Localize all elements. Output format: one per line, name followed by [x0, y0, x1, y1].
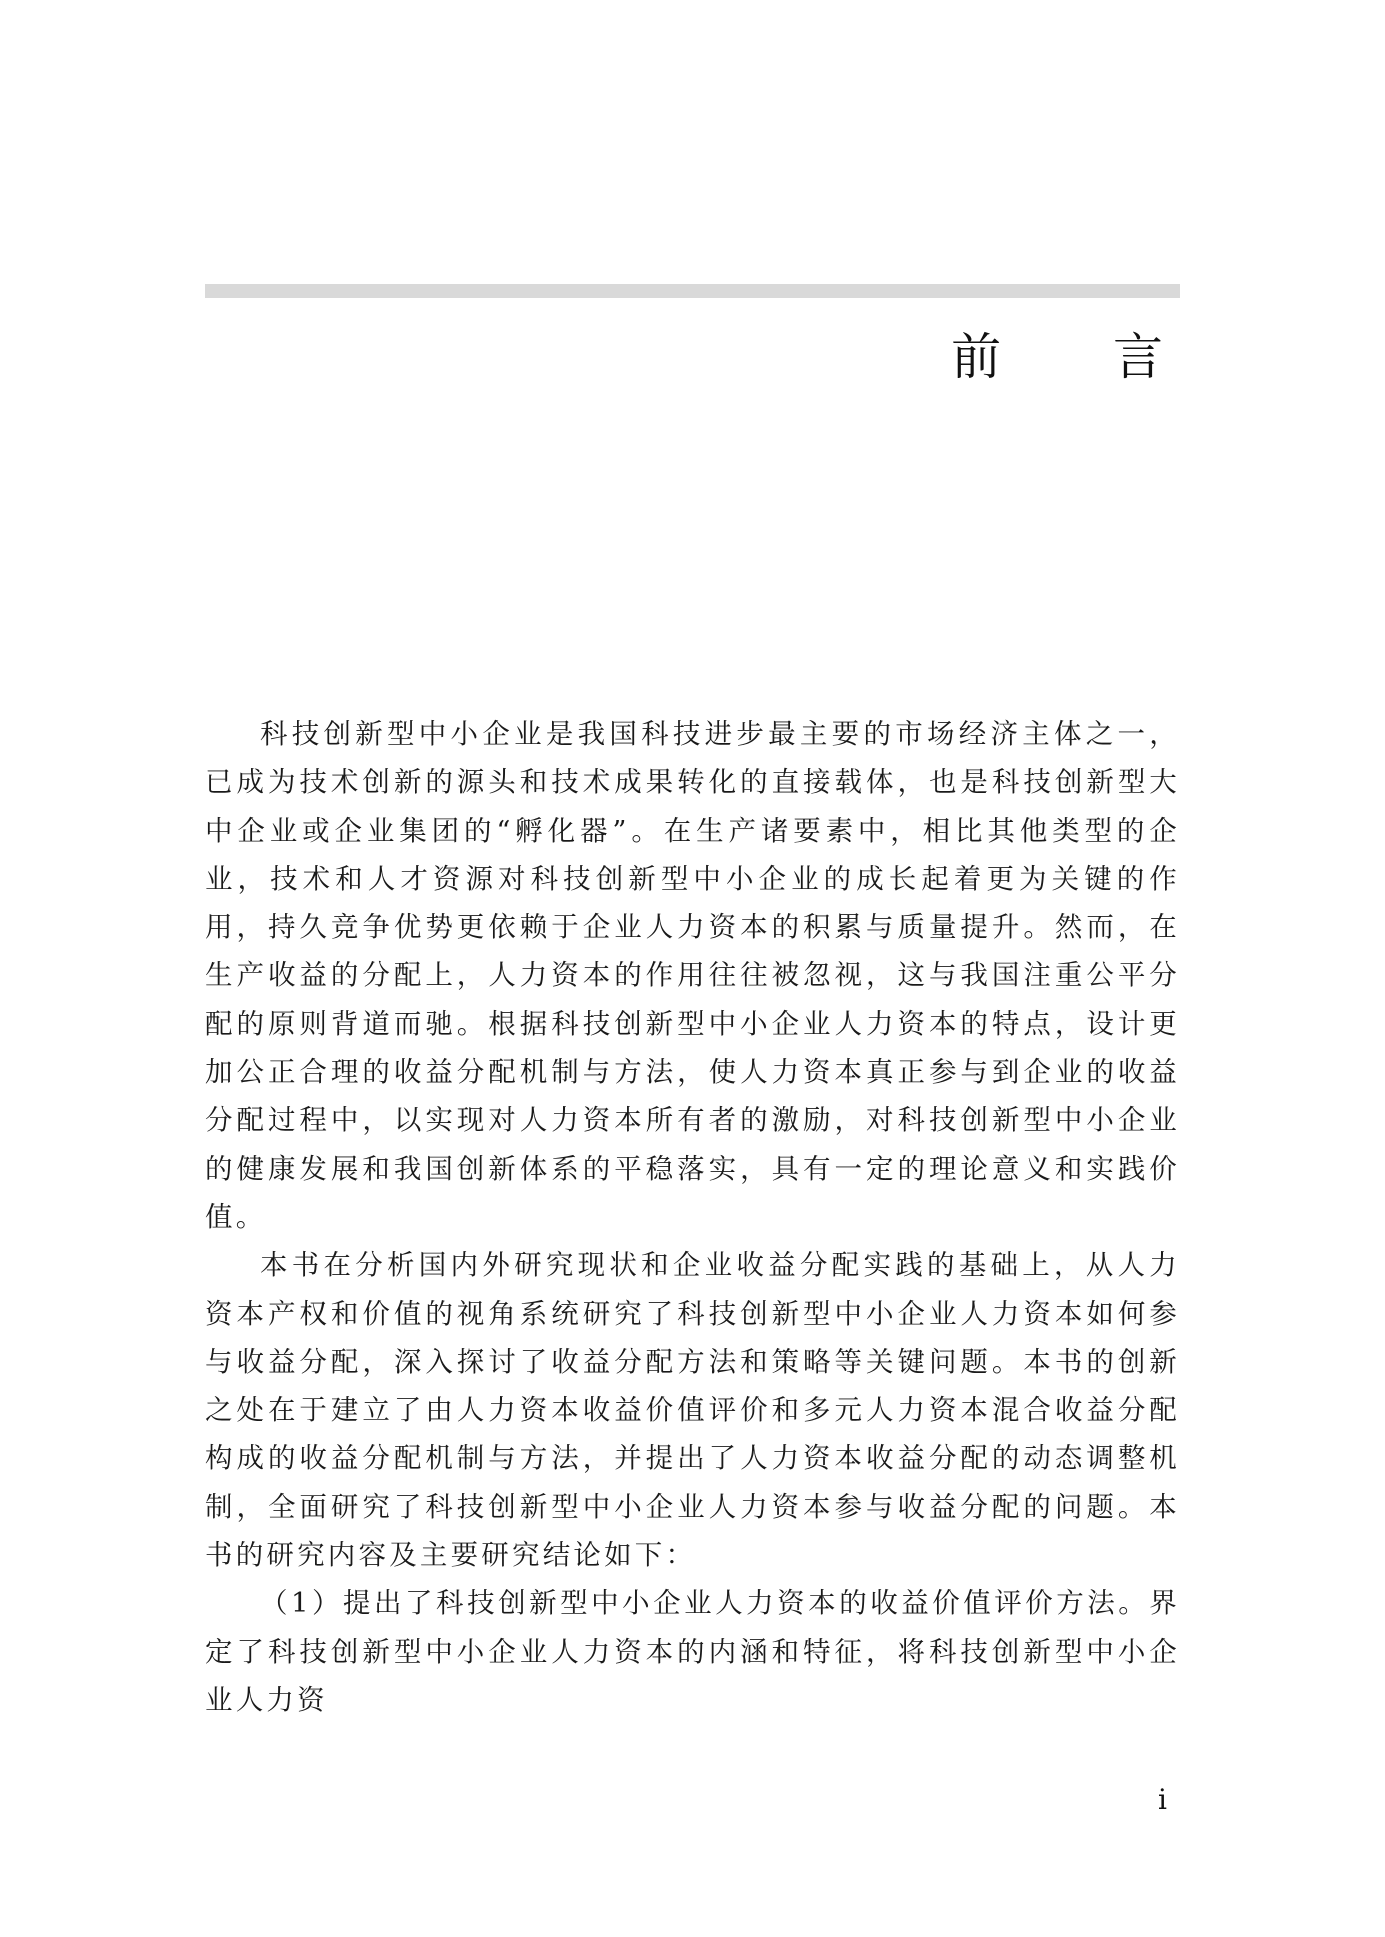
- paragraph-1: 科技创新型中小企业是我国科技进步最主要的市场经济主体之一，已成为技术创新的源头和技术成果转化的直接载体，也是科技创新型大中企业或企业集团的“孵化器”。在生产诸要素中，相比其他类型的企业，技术和人才资源对科技创新型中小企业的成长起着更为关键的作用，持久竞争优势更依赖于企业人力资本的积累与质量提升。然而，在生产收益的分配上，人力资本的作用往往被忽视，这与我国注重公平分配的原则背道而驰。根据科技创新型中小企业人力资本的特点，设计更加公正合理的收益分配机制与方法，使人力资本真正参与到企业的收益分配过程中，以实现对人力资本所有者的激励，对科技创新型中小企业的健康发展和我国创新体系的平稳落实，具有一定的理论意义和实践价值。: [205, 718, 1180, 1233]
- preface-body: [205, 710, 1180, 1724]
- paragraph-2: 本书在分析国内外研究现状和企业收益分配实践的基础上，从人力资本产权和价值的视角系统研究了科技创新型中小企业人力资本如何参与收益分配，深入探讨了收益分配方法和策略等关键问题。本书的创新之处在于建立了由人力资本收益价值评价和多元人力资本混合收益分配构成的收益分配机制与方法，并提出了人力资本收益分配的动态调整机制，全面研究了科技创新型中小企业人力资本参与收益分配的问题。本书的研究内容及主要研究结论如下：: [205, 1249, 1180, 1572]
- paragraph-3: （1）提出了科技创新型中小企业人力资本的收益价值评价方法。界定了科技创新型中小企业人力资本的内涵和特征，将科技创新型中小企业人力资: [205, 1587, 1180, 1716]
- page-number: i: [1158, 1783, 1167, 1816]
- header-rule: [205, 284, 1180, 298]
- page-title: 前 言: [951, 328, 1211, 386]
